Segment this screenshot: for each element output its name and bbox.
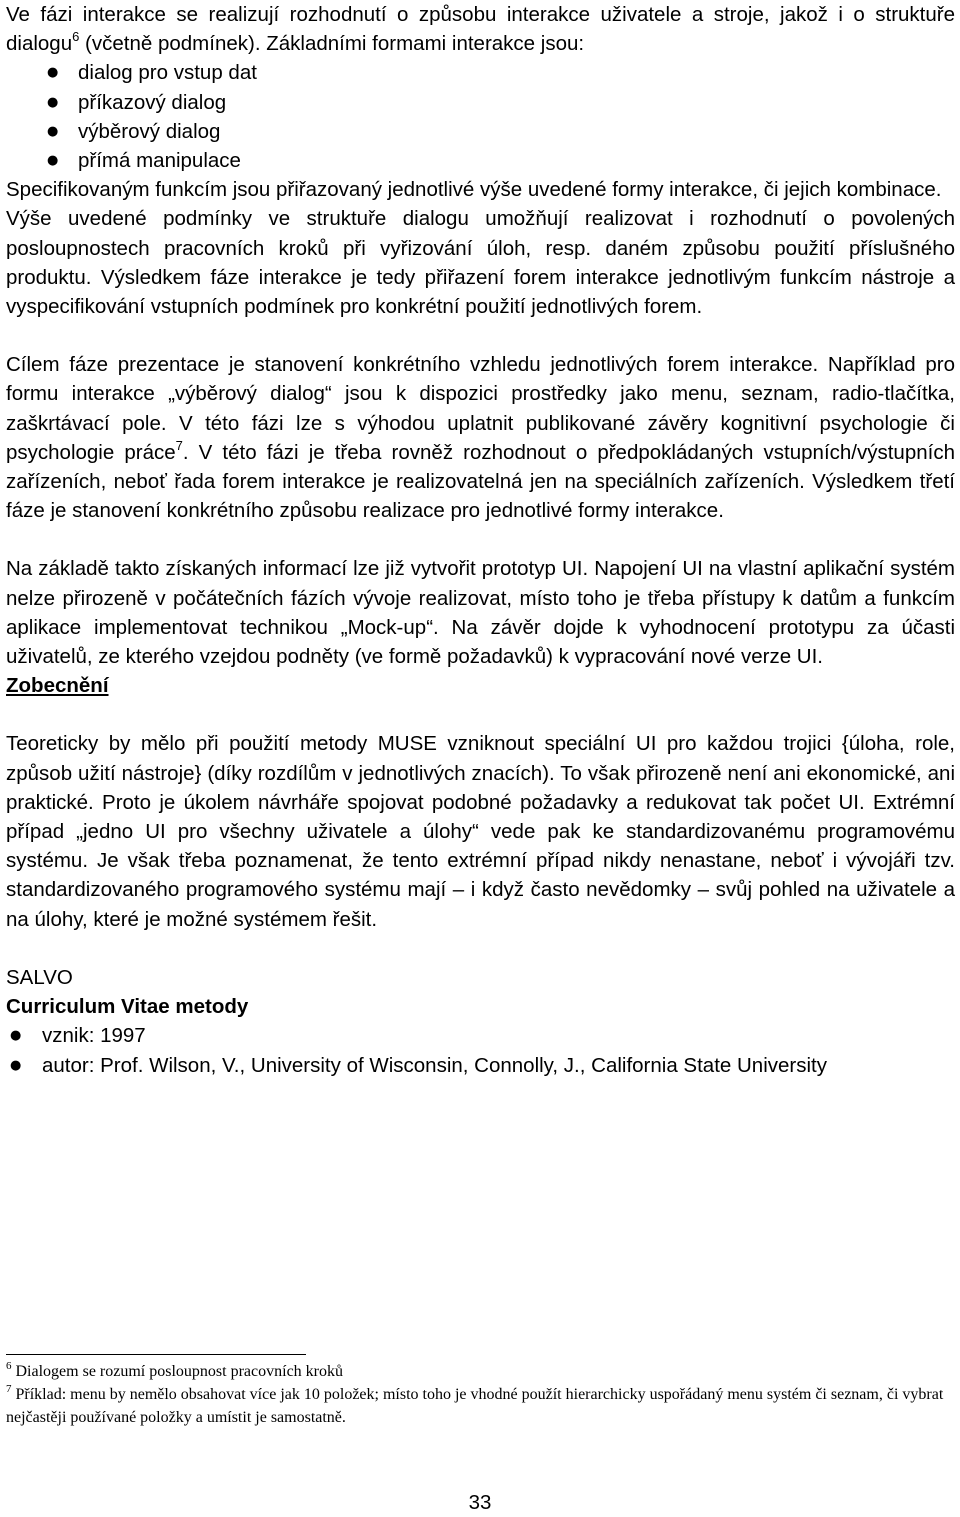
bullet-dot-icon: ●	[47, 123, 59, 139]
list-item: ● autor: Prof. Wilson, V., University of Wisconsin, Connolly, J., California State University	[6, 1051, 955, 1080]
paragraph-prototype: Na základě takto získaných informací lze již vytvořit prototyp UI. Napojení UI na vlastní aplikační systém nelze přirozeně v počátečních fázích vývoje realizovat, místo toho je třeba přístupy k datům a funkcím aplikace implementovat technikou „Mock-up“. Na závěr dojde k vyhodnocení prototypu za účasti uživatelů, ze kterého vzejdou podněty (ve formě požadavků) k vypracování nové verze UI.	[6, 557, 955, 669]
bullet-dot-icon: ●	[47, 65, 59, 81]
paragraph-presentation-phase	[6, 350, 955, 525]
footnote-7: $^7$ Příklad: menu by nemělo obsahovat více jak 10 položek; místo toho je vhodné použít hierarchicky uspořádaný menu systém či seznam, či vybrat nejčastěji používané položky a umístit je samostatně.	[6, 1382, 944, 1426]
footnotes	[6, 1360, 955, 1429]
paragraph-text: Ve fázi interakce se realizují rozhodnutí o způsobu interakce uživatele a stroje, jakož i o struktuře dialogu	[6, 3, 955, 56]
paragraph-function-mapping: Specifikovaným funkcím jsou přiřazovaný jednotlivé výše uvedené formy interakce, či jejich kombinace.	[6, 178, 942, 202]
method-name: SALVO	[6, 965, 73, 989]
page-number: 33	[468, 1491, 492, 1514]
list-item: ● vznik: 1997	[6, 1021, 955, 1050]
paragraph-generalization: Teoreticky by mělo při použití metody MUSE vzniknout speciální UI pro každou trojici {úloha, role, způsob užití nástroje} (díky rozdílům v jednotlivých znacích). To však přirozeně není ani ekonomické, ani praktické. Proto je úkolem návrháře spojovat podobné požadavky a redukovat tak počet UI. Extrémní případ „jedno UI pro všechny uživatele a úlohy“ vede pak ke standardizovanému programovému systému. Je však třeba poznamenat, že tento extrémní případ nikdy nenastane, neboť i vývojáři tzv. standardizovaného programového systému mají – i když často nevědomky – svůj pohled na uživatele a na úlohy, které je možné systémem řešit.	[6, 732, 955, 931]
paragraph-text: (včetně podmínek). Základními formami interakce jsou:	[79, 32, 585, 56]
list-item: ● příkazový dialog	[6, 88, 955, 117]
footnote-6: $^6$ Dialogem se rozumí posloupnost pracovních kroků	[6, 1359, 343, 1380]
list-item: ● výběrový dialog	[6, 117, 955, 146]
paragraph-text: . V této fázi je třeba rovněž rozhodnout o předpokládaných vstupních/výstupních zařízeních, neboť řada forem interakce je realizovatelná jen na speciálních zařízeních. Výsledkem třetí fáze je stanovení konkrétního způsobu realizace pro jednotlivé formy interakce.	[6, 440, 955, 523]
paragraph-text: Cílem fáze prezentace je stanovení konkrétního vzhledu jednotlivých forem interakce. Například pro formu interakce „výběrový dialog“ jsou k dispozici prostředky jako menu, seznam, radio-tlačítka, zaškrtávací pole. V této fázi lze s výhodou uplatnit publikované závěry kognitivní psychologie či psychologie práce	[6, 353, 955, 464]
bullet-dot-icon: ●	[47, 94, 59, 110]
cv-list	[6, 1021, 955, 1079]
paragraph-interaction-phase	[6, 0, 955, 58]
bullet-dot-icon: ●	[10, 1057, 22, 1073]
footnote-ref-6[interactable]: 6	[72, 29, 80, 45]
list-item: ● dialog pro vstup dat	[6, 58, 955, 87]
footnote-ref-7[interactable]: 7	[175, 438, 183, 454]
paragraph-dialog-conditions: Výše uvedené podmínky ve struktuře dialogu umožňují realizovat i rozhodnutí o povolených posloupnostech pracovních kroků při vyřizování úloh, resp. daném způsobu použití příslušného produktu. Výsledkem fáze interakce je tedy přiřazení forem interakce jednotlivým funkcím nástroje a vyspecifikování vstupních podmínek pro konkrétní použití jednotlivých forem.	[6, 207, 955, 319]
list-item: ● přímá manipulace	[6, 146, 955, 175]
bullet-dot-icon: ●	[10, 1028, 22, 1044]
bullet-dot-icon: ●	[47, 153, 59, 169]
interaction-forms-list	[6, 58, 955, 175]
section-heading-zobecneni: Zobecnění	[6, 674, 109, 698]
footnote-divider	[6, 1354, 306, 1355]
document-page	[6, 0, 955, 1080]
cv-heading: Curriculum Vitae metody	[6, 995, 249, 1019]
